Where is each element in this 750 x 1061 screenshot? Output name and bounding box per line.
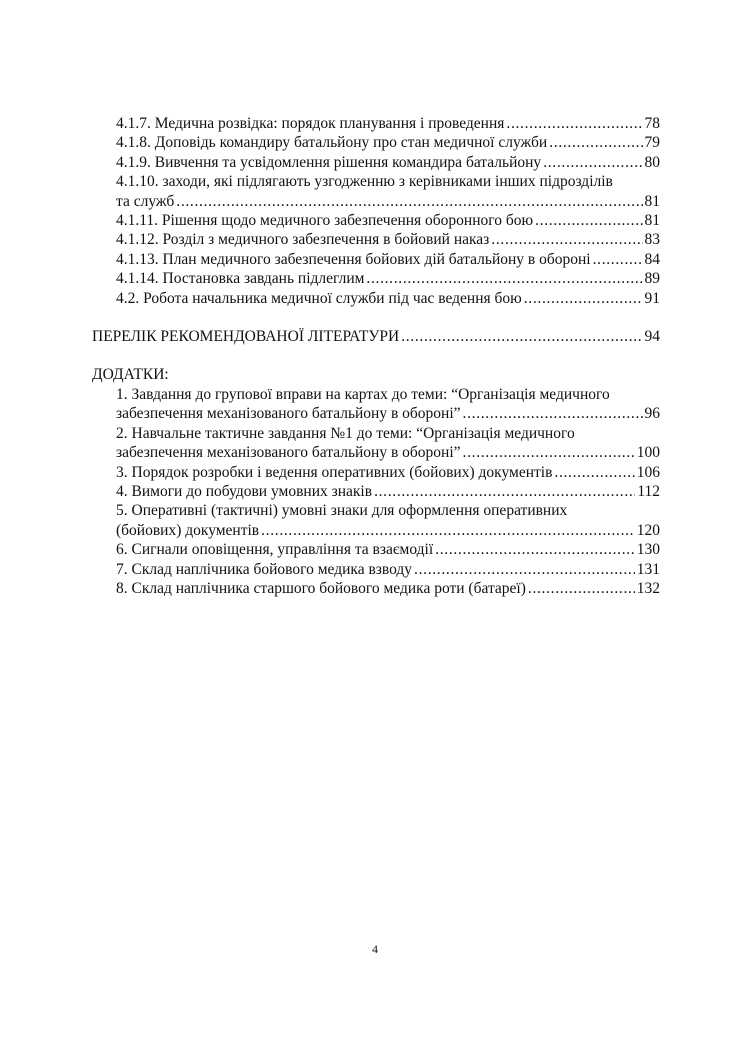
toc-entry-title: 4.2. Робота начальника медичної служби під час ведення бою	[116, 289, 522, 307]
toc-entry-page: 83	[644, 231, 660, 249]
toc-entry-title-line: забезпечення механізованого батальйону в обороні”	[116, 405, 461, 423]
toc-entry-title: 7. Склад наплічника бойового медика взводу	[116, 560, 413, 578]
toc-entry-title: 4.1.12. Розділ з медичного забезпечення в бойовий наказ	[116, 231, 490, 249]
page-number: 4	[372, 942, 378, 956]
toc-entry-title: 4.1.7. Медична розвідка: порядок планування і проведення	[116, 115, 505, 132]
toc-entry-page: 81	[644, 192, 660, 210]
toc-entry-title: 6. Сигнали оповіщення, управління та взаємодії	[116, 541, 434, 559]
toc-entry	[92, 579, 660, 598]
toc-entry	[92, 463, 660, 482]
toc-entry	[92, 114, 660, 133]
toc-entry-title-line: 4.1.10. заходи, які підлягають узгодженню з керівниками інших підрозділів	[116, 173, 613, 191]
toc-entry-title-line: 5. Оперативні (тактичні) умовні знаки для оформлення оперативних	[116, 502, 568, 520]
toc-entry	[92, 482, 660, 501]
table-of-contents	[92, 114, 660, 598]
toc-entry-page: 96	[644, 405, 660, 423]
toc-entry-title-line: 1. Завдання до групової вправи на картах до теми: “Організація медичного	[116, 385, 610, 403]
toc-entry	[92, 443, 660, 462]
toc-entry-page: 94	[644, 328, 660, 346]
toc-entry-title: 3. Порядок розробки і ведення оперативних (бойових) документів	[116, 463, 553, 481]
toc-entry-title-line: 2. Навчальне тактичне завдання №1 до теми: “Організація медичного	[116, 424, 575, 442]
toc-entry-title: 4.1.11. Рішення щодо медичного забезпечення оборонного бою	[116, 212, 534, 230]
toc-entry	[92, 560, 660, 579]
toc-entry-page: 106	[636, 463, 660, 481]
toc-entry-page: 78	[644, 115, 660, 132]
toc-entry-title: ПЕРЕЛІК РЕКОМЕНДОВАНОЇ ЛІТЕРАТУРИ	[92, 328, 400, 346]
toc-entry	[92, 133, 660, 152]
toc-entry-page: 132	[636, 579, 660, 597]
toc-entry-page: 81	[644, 212, 660, 230]
toc-entry-page: 100	[636, 444, 660, 462]
toc-entry-page: 84	[644, 250, 660, 268]
toc-entry	[92, 230, 660, 249]
toc-entry	[92, 521, 660, 540]
toc-entry-page: 91	[644, 289, 660, 307]
toc-entry	[92, 153, 660, 172]
appendix-heading: ДОДАТКИ:	[92, 366, 169, 384]
toc-entry-title-line: та служб	[116, 192, 175, 210]
toc-entry-title-line: (бойових) документів	[116, 521, 260, 539]
toc-entry-title: 8. Склад наплічника старшого бойового медика роти (батареї)	[116, 579, 526, 597]
toc-entry-title: 4.1.9. Вивчення та усвідомлення рішення командира батальйону	[116, 153, 542, 171]
toc-entry-page: 89	[644, 270, 660, 288]
toc-entry-title: 4.1.8. Доповідь командиру батальйону про стан медичної служби	[116, 134, 548, 152]
toc-entry-page: 130	[636, 541, 660, 559]
toc-entry	[92, 289, 660, 308]
toc-entry	[92, 211, 660, 230]
toc-entry	[92, 192, 660, 211]
toc-entry-title: 4.1.14. Постановка завдань підлеглим	[116, 270, 365, 288]
toc-entry-page: 112	[637, 482, 660, 500]
toc-entry	[92, 250, 660, 269]
toc-entry	[92, 540, 660, 559]
toc-entry	[92, 404, 660, 423]
toc-entry	[92, 269, 660, 288]
toc-entry-page: 80	[644, 153, 660, 171]
toc-entry-references	[92, 327, 660, 346]
toc-entry-title: 4. Вимоги до побудови умовних знаків	[116, 482, 373, 500]
toc-entry-title: 4.1.13. План медичного забезпечення бойових дій батальйону в обороні	[116, 250, 591, 268]
toc-entry-page: 131	[636, 560, 660, 578]
toc-entry-page: 79	[644, 134, 660, 152]
toc-entry-title-line: забезпечення механізованого батальйону в обороні”	[116, 444, 461, 462]
toc-entry-page: 120	[636, 521, 660, 539]
